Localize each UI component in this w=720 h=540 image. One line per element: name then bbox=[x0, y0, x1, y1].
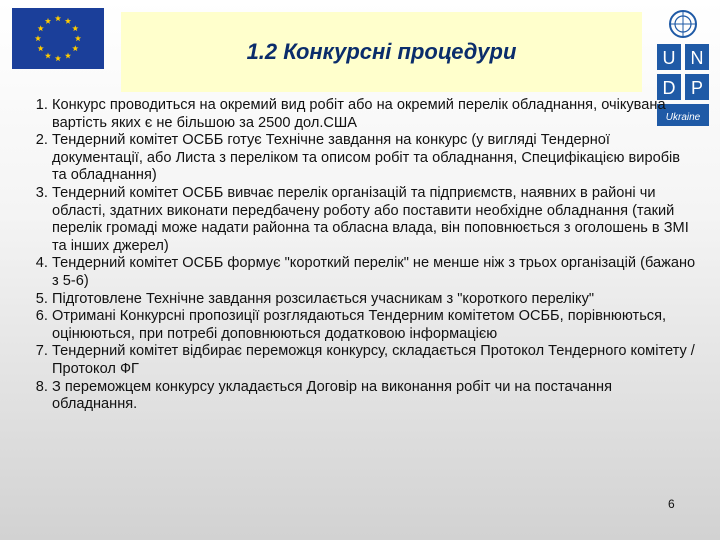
list-item: 7. Тендерний комітет відбирає переможця конкурсу, складається Протокол Тендерного комітету / Протокол ФГ bbox=[52, 343, 696, 378]
eu-star-icon bbox=[55, 15, 61, 21]
eu-star-icon bbox=[65, 53, 71, 59]
eu-star-icon bbox=[38, 45, 44, 51]
eu-star-icon bbox=[72, 25, 78, 31]
eu-star-icon bbox=[72, 45, 78, 51]
list-item: 6. Отримані Конкурсні пропозиції розглядаються Тендерним комітетом ОСББ, порівнюються, оцінюються, при потребі доповнюються додатковою інформацією bbox=[52, 308, 696, 343]
list-item: 5. Підготовлене Технічне завдання розсилається учасникам з "короткого переліку" bbox=[52, 291, 696, 309]
undp-letter-u: U bbox=[662, 48, 676, 68]
eu-star-icon bbox=[55, 55, 61, 61]
eu-flag-icon bbox=[12, 8, 104, 69]
eu-star-icon bbox=[35, 35, 41, 41]
title-box bbox=[121, 12, 642, 92]
undp-letter-n: N bbox=[690, 48, 704, 68]
list-item: 3. Тендерний комітет ОСББ вивчає перелік організацій та підприємств, наявних в районі чи області, здатних виконати передбачену роботу або поставити необхідне обладнання (такий перелік громаді може надати районна та обласна влада, він поповнюється з оголошень в ЗМІ та інших джерел) bbox=[52, 185, 696, 255]
undp-letter-p: P bbox=[690, 78, 704, 98]
undp-letter-d: D bbox=[662, 78, 676, 98]
list-item: 1. Конкурс проводиться на окремий вид робіт або на окремий перелік обладнання, очікувана вартість яких є не більшою за 2500 дол.США bbox=[52, 97, 696, 132]
page-number: 6 bbox=[668, 497, 675, 511]
eu-star-icon bbox=[75, 35, 81, 41]
content-area bbox=[20, 97, 696, 414]
eu-star-icon bbox=[45, 53, 51, 59]
eu-star-icon bbox=[65, 18, 71, 24]
eu-star-icon bbox=[45, 18, 51, 24]
list-item: 4. Тендерний комітет ОСББ формує "короткий перелік" не менше ніж з трьох організацій (бажано з 5-6) bbox=[52, 255, 696, 290]
eu-star-icon bbox=[38, 25, 44, 31]
list-item: 2. Тендерний комітет ОСББ готує Технічне завдання на конкурс (у вигляді Тендерної документації, або Листа з переліком та описом робіт та обладнання, Специфікацією виробів та обладнання) bbox=[52, 132, 696, 185]
list-item: 8. З переможцем конкурсу укладається Договір на виконання робіт чи на постачання обладнання. bbox=[52, 379, 696, 414]
slide-title: 1.2 Конкурсні процедури bbox=[246, 39, 517, 64]
procedure-list bbox=[20, 97, 696, 414]
undp-country: Ukraine bbox=[665, 112, 701, 123]
